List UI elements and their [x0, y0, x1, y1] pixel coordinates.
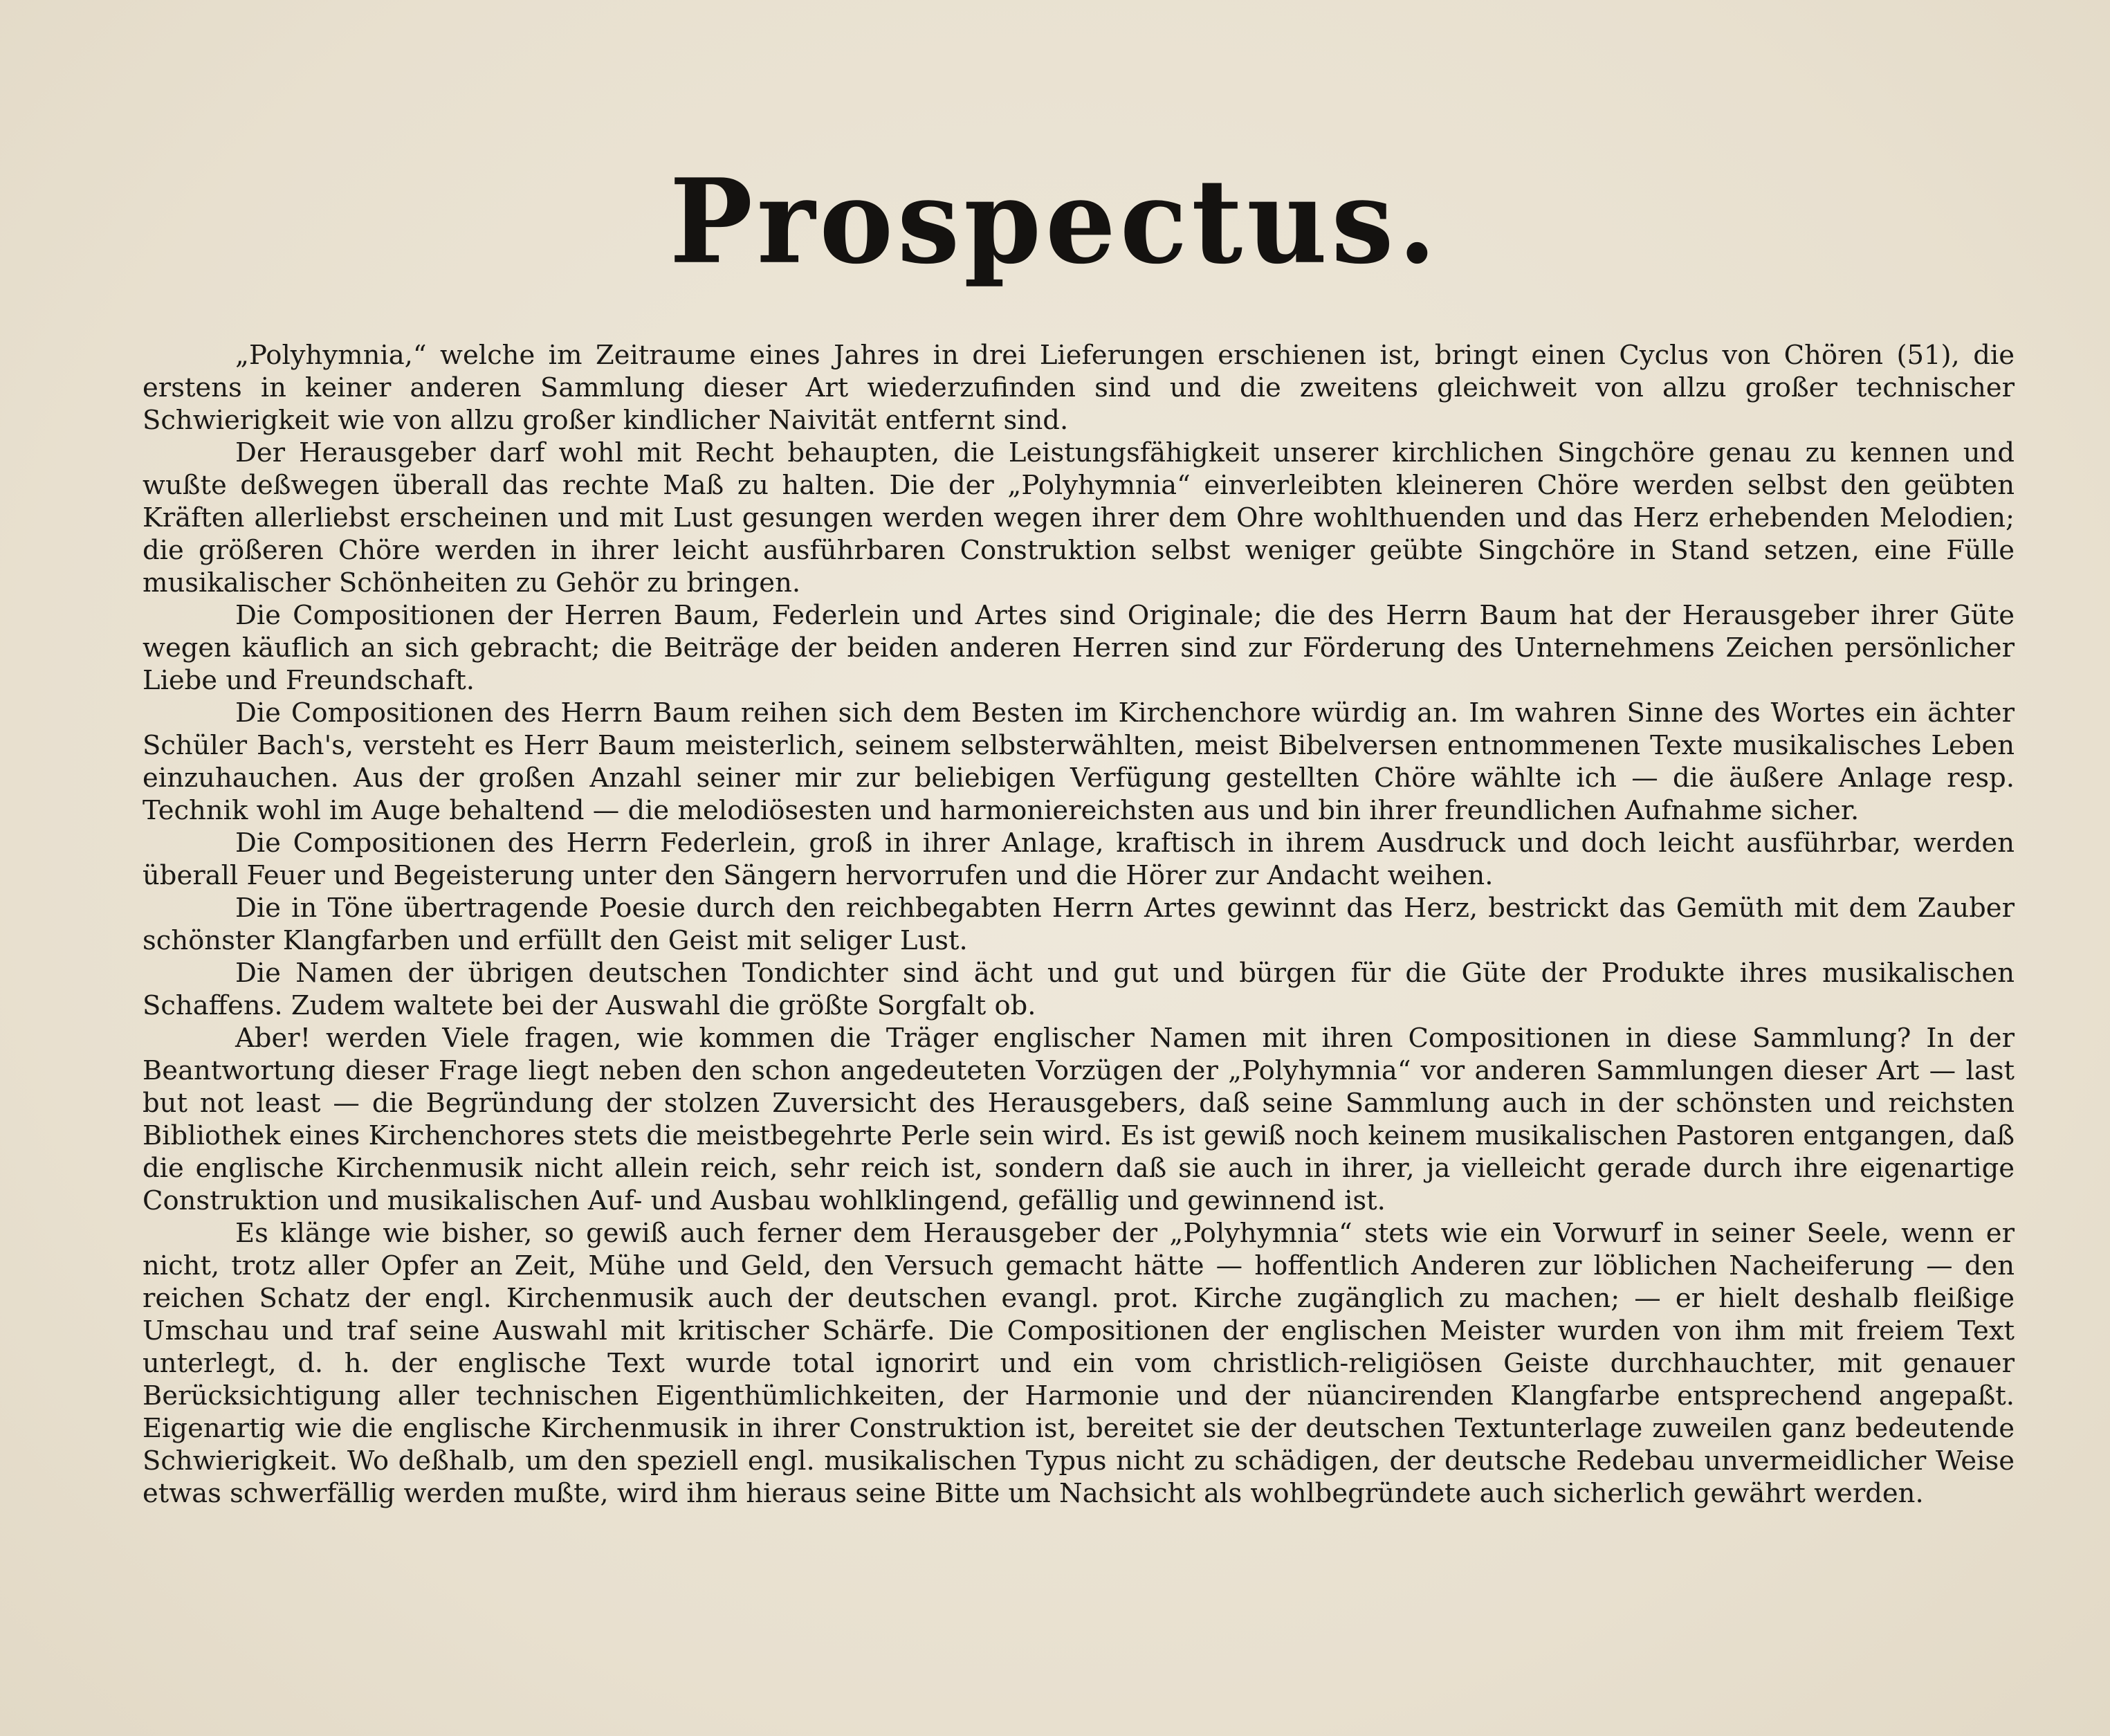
paragraph: Die Namen der übrigen deutschen Tondichter sind ächt und gut und bürgen für die Güte der Produkte ihres musikalischen Schaffens. Zudem waltete bei der Auswahl die größte Sorgfalt ob.: [143, 958, 2015, 1021]
paragraph: „Polyhymnia,“ welche im Zeitraume eines Jahres in drei Lieferungen erschienen ist, bringt einen Cyclus von Chören (51), die erstens in keiner anderen Sammlung dieser Art wiederzufinden sind und die zweitens gleichweit von allzu großer technischer Schwierigkeit wie von allzu großer kindlicher Naivität entfernt sind.: [143, 340, 2015, 436]
paragraph: Die Compositionen des Herrn Baum reihen sich dem Besten im Kirchenchore würdig an. Im wahren Sinne des Wortes ein ächter Schüler Bach's, versteht es Herr Baum meisterlich, seinem selbsterwählten, meist Bibelversen entnommenen Texte musikalisches Leben einzuhauchen. Aus der großen Anzahl seiner mir zur beliebigen Verfügung gestellten Chöre wählte ich — die äußere Anlage resp. Technik wohl im Auge behaltend — die melodiösesten und harmoniereichsten aus und bin ihrer freundlichen Aufnahme sicher.: [143, 697, 2015, 826]
paragraph: Es klänge wie bisher, so gewiß auch ferner dem Herausgeber der „Polyhymnia“ stets wie ein Vorwurf in seiner Seele, wenn er nicht, trotz aller Opfer an Zeit, Mühe und Geld, den Versuch gemacht hätte — hoffentlich Anderen zur löblichen Nacheiferung — den reichen Schatz der engl. Kirchenmusik auch der deutschen evangl. prot. Kirche zugänglich zu machen; — er hielt deshalb fleißige Umschau und traf seine Auswahl mit kritischer Schärfe. Die Compositionen der englischen Meister wurden von ihm mit freiem Text unterlegt, d. h. der englische Text wurde total ignorirt und ein vom christlich-religiösen Geiste durchhauchter, mit genauer Berücksichtigung aller technischen Eigenthümlichkeiten, der Harmonie und der nüancirenden Klangfarbe entsprechend angepaßt. Eigenartig wie die englische Kirchenmusik in ihrer Construktion ist, bereitet sie der deutschen Textunterlage zuweilen ganz bedeutende Schwierigkeit. Wo deßhalb, um den speziell engl. musikalischen Typus nicht zu schädigen, der deutsche Redebau unvermeidlicher Weise etwas schwerfällig werden mußte, wird ihm hieraus seine Bitte um Nachsicht als wohlbegründete auch sicherlich gewährt werden.: [143, 1218, 2015, 1509]
paragraph: Aber! werden Viele fragen, wie kommen die Träger englischer Namen mit ihren Compositionen in diese Sammlung? In der Beantwortung dieser Frage liegt neben den schon angedeuteten Vorzügen der „Polyhymnia“ vor anderen Sammlungen dieser Art — last but not least — die Begründung der stolzen Zuversicht des Herausgebers, daß seine Sammlung auch in der schönsten und reichsten Bibliothek eines Kirchenchores stets die meistbegehrte Perle sein wird. Es ist gewiß noch keinem musikalischen Pastoren entgangen, daß die englische Kirchenmusik nicht allein reich, sehr reich ist, sondern daß sie auch in ihrer, ja vielleicht gerade durch ihre eigenartige Construktion und musikalischen Auf- und Ausbau wohlklingend, gefällig und gewinnend ist.: [143, 1023, 2015, 1216]
body-text: [143, 339, 2015, 1510]
paragraph: Die Compositionen der Herren Baum, Federlein und Artes sind Originale; die des Herrn Baum hat der Herausgeber ihrer Güte wegen käuflich an sich gebracht; die Beiträge der beiden anderen Herren sind zur Förderung des Unternehmens Zeichen persönlicher Liebe und Freundschaft.: [143, 600, 2015, 696]
paragraph: Die Compositionen des Herrn Federlein, groß in ihrer Anlage, kraftisch in ihrem Ausdruck und doch leicht ausführbar, werden überall Feuer und Begeisterung unter den Sängern hervorrufen und die Hörer zur Andacht weihen.: [143, 828, 2015, 891]
page-title: Prospectus.: [669, 153, 1441, 290]
paragraph: Der Herausgeber darf wohl mit Recht behaupten, die Leistungsfähigkeit unserer kirchlichen Singchöre genau zu kennen und wußte deßwegen überall das rechte Maß zu halten. Die der „Polyhymnia“ einverleibten kleineren Chöre werden selbst den geübten Kräften allerliebst erscheinen und mit Lust gesungen werden wegen ihrer dem Ohre wohlthuenden und das Herz erhebenden Melodien; die größeren Chöre werden in ihrer leicht ausführbaren Construktion selbst weniger geübte Singchöre in Stand setzen, eine Fülle musikalischer Schönheiten zu Gehör zu bringen.: [143, 437, 2015, 599]
paragraph: Die in Töne übertragende Poesie durch den reichbegabten Herrn Artes gewinnt das Herz, bestrickt das Gemüth mit dem Zauber schönster Klangfarben und erfüllt den Geist mit seliger Lust.: [143, 893, 2015, 956]
